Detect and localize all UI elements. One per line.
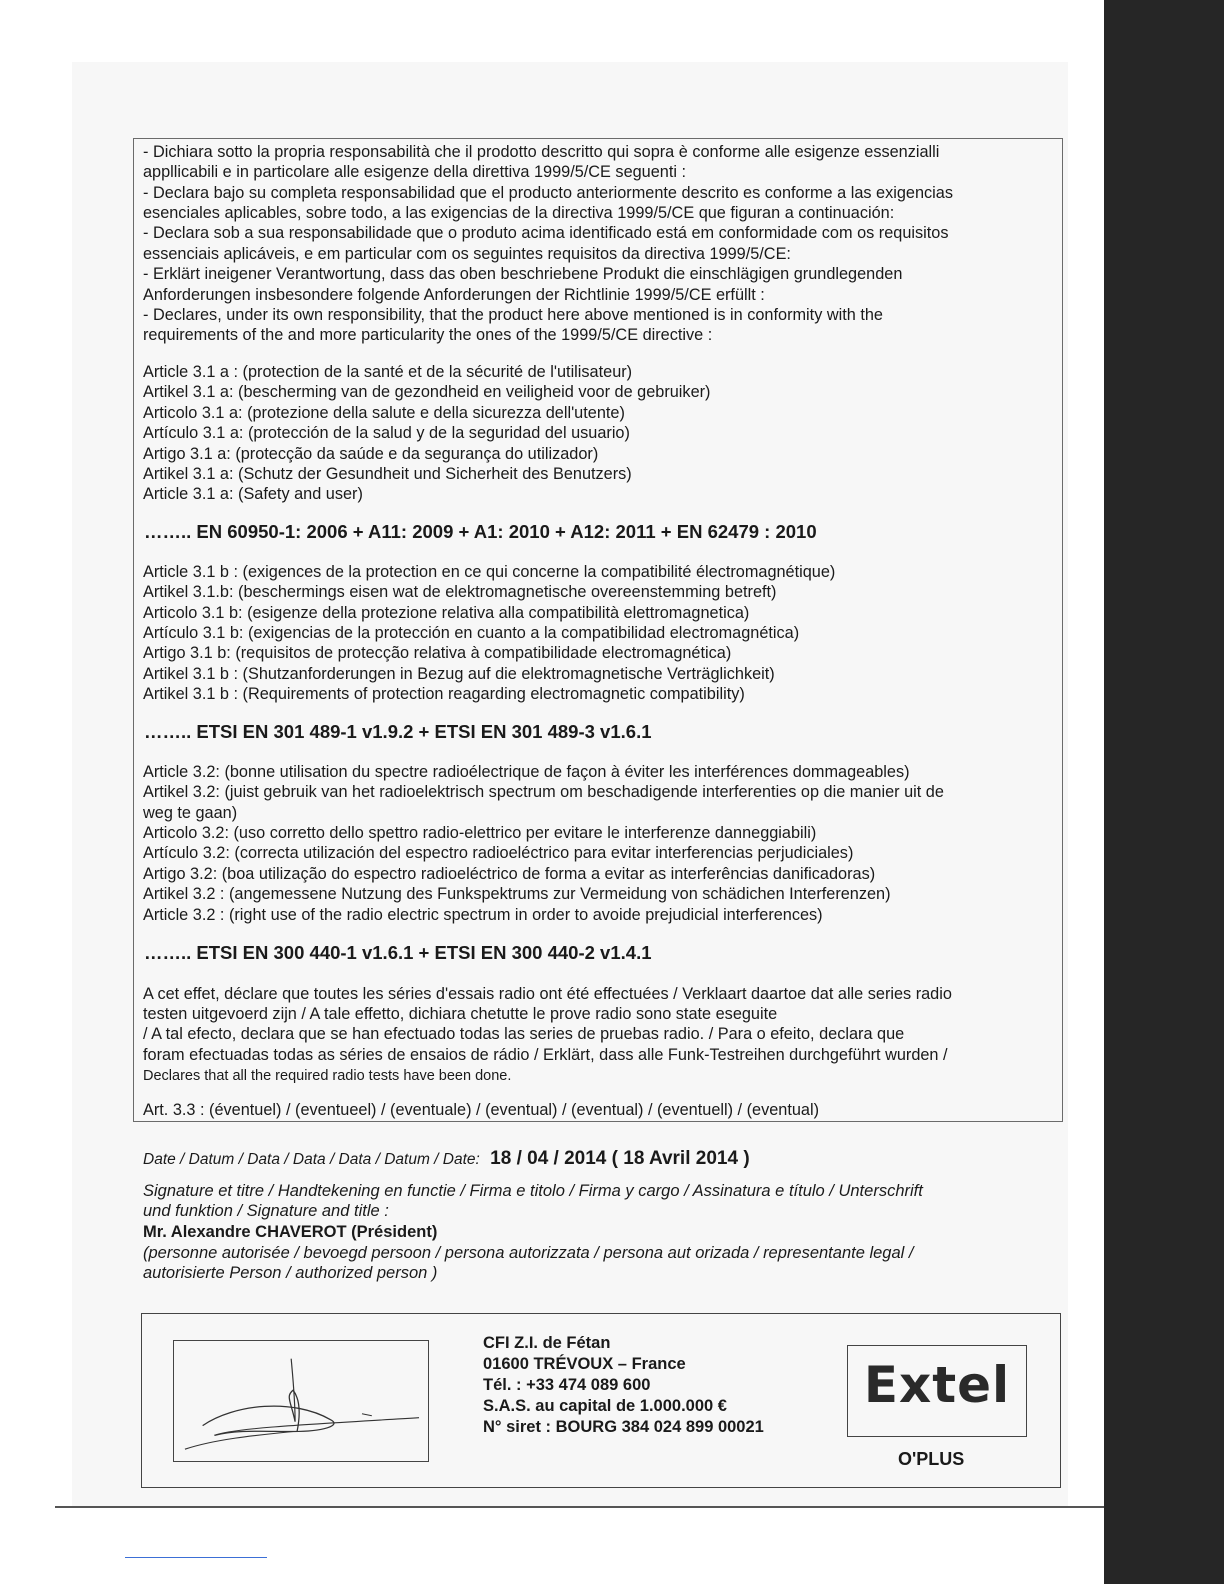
company-line: 01600 TRÉVOUX – France <box>483 1355 686 1373</box>
intro-line: requirements of the and more particularity the ones of the 1999/5/CE directive : <box>143 326 713 344</box>
signature-line: und funktion / Signature and title : <box>143 1202 389 1220</box>
date-row <box>143 1147 750 1172</box>
model-name: O'PLUS <box>898 1449 965 1469</box>
company-line: S.A.S. au capital de 1.000.000 € <box>483 1397 727 1415</box>
article-32-line: Artikel 3.2 : (angemessene Nutzung des Funkspektrums zur Vermeidung von schädichen Interferenzen) <box>143 885 891 903</box>
effect-line: A cet effet, déclare que toutes les séries d'essais radio ont été effectuées / Verklaart daartoe dat alle series radio <box>143 985 952 1003</box>
art-33-line: Art. 3.3 : (éventuel) / (eventueel) / (eventuale) / (eventual) / (eventual) / (eventuell) / (eventual) <box>143 1101 819 1119</box>
article-31b-line: Articolo 3.1 b: (esigenze della protezione relativa alla compatibilità elettromagnetica) <box>143 604 750 622</box>
article-31b-line: Artikel 3.1.b: (beschermings eisen wat de elektromagnetische overeenstemming betreft) <box>143 583 777 601</box>
signature-line: Signature et titre / Handtekening en functie / Firma e titolo / Firma y cargo / Assinatura e título / Unterschrift <box>143 1182 923 1200</box>
signatory-name: Mr. Alexandre CHAVEROT (Président) <box>143 1223 438 1241</box>
extel-logo: Extel <box>863 1356 1011 1414</box>
article-32-line: Article 3.2: (bonne utilisation du spectre radioélectrique de façon à éviter les interférences dommageables) <box>143 763 910 781</box>
authorized-line: autorisierte Person / authorized person ) <box>143 1264 438 1282</box>
company-line: Tél. : +33 474 089 600 <box>483 1376 651 1394</box>
article-31a-line: Articolo 3.1 a: (protezione della salute e della sicurezza dell'utente) <box>143 404 625 422</box>
company-line: N° siret : BOURG 384 024 899 00021 <box>483 1418 764 1436</box>
article-32-line: Artigo 3.2: (boa utilização do espectro radioeléctrico de forma a evitar as interferências danificadoras) <box>143 865 876 883</box>
intro-line: - Declara bajo su completa responsabilidad que el producto anteriormente descrito es conforme a las exigencias <box>143 184 953 202</box>
intro-line: essenciais aplicáveis, e em particular com os seguintes requisitos da directiva 1999/5/CE: <box>143 245 791 263</box>
intro-line: appllicabili e in particolare alle esigenze della direttiva 1999/5/CE seguenti : <box>143 163 687 181</box>
article-31a-line: Artikel 3.1 a: (Schutz der Gesundheit und Sicherheit des Benutzers) <box>143 465 632 483</box>
article-31b-line: Artikel 3.1 b : (Requirements of protection reagarding electromagnetic compatibility) <box>143 685 745 703</box>
company-line: CFI Z.I. de Fétan <box>483 1334 611 1352</box>
article-31b-line: Article 3.1 b : (exigences de la protection en ce qui concerne la compatibilité électromagnétique) <box>143 563 836 581</box>
article-31b-line: Artikel 3.1 b : (Shutzanforderungen in Bezug auf die elektromagnetische Verträglichkeit) <box>143 665 775 683</box>
effect-small-line: Declares that all the required radio tests have been done. <box>143 1068 512 1084</box>
article-31a-line: Artigo 3.1 a: (protecção da saúde e da segurança do utilizador) <box>143 445 599 463</box>
signature-box <box>173 1340 429 1462</box>
bottom-link-underline <box>125 1557 267 1558</box>
article-31a-line: Article 3.1 a: (Safety and user) <box>143 485 363 503</box>
article-31a-line: Artikel 3.1 a: (bescherming van de gezondheid en veiligheid voor de gebruiker) <box>143 383 711 401</box>
article-31a-line: Artículo 3.1 a: (protección de la salud y de la seguridad del usuario) <box>143 424 630 442</box>
intro-line: - Declara sob a sua responsabilidade que o produto acima identificado está em conformidade com os requisitos <box>143 224 949 242</box>
article-31a-line: Article 3.1 a : (protection de la santé et de la sécurité de l'utilisateur) <box>143 363 633 381</box>
article-31b-line: Artículo 3.1 b: (exigencias de la protección en cuanto a la compatibilidad electromagnética) <box>143 624 800 642</box>
bottom-divider <box>55 1506 1104 1508</box>
article-32-line: Artikel 3.2: (juist gebruik van het radioelektrisch spectrum om beschadigende interferenties op die manier uit de <box>143 783 944 801</box>
logo-box <box>847 1345 1027 1437</box>
article-31b-line: Artigo 3.1 b: (requisitos de protecção relativa à compatibilidade electromagnética) <box>143 644 732 662</box>
article-32-line: weg te gaan) <box>143 804 238 822</box>
standard-31a: …….. EN 60950-1: 2006 + A11: 2009 + A1: 2010 + A12: 2011 + EN 62479 : 2010 <box>144 521 817 542</box>
intro-line: Anforderungen insbesondere folgende Anforderungen der Richtlinie 1999/5/CE erfüllt : <box>143 286 765 304</box>
standard-32: …….. ETSI EN 300 440-1 v1.6.1 + ETSI EN 300 440-2 v1.4.1 <box>144 942 652 963</box>
date-value: 18 / 04 / 2014 ( 18 Avril 2014 ) <box>490 1148 750 1169</box>
effect-line: testen uitgevoerd zijn / A tale effetto, dichiara chetutte le prove radio sono state eseguite <box>143 1005 778 1023</box>
article-32-line: Artículo 3.2: (correcta utilización del espectro radioeléctrico para evitar interferencias perjudiciales) <box>143 844 854 862</box>
intro-line: - Declares, under its own responsibility, that the product here above mentioned is in conformity with the <box>143 306 883 324</box>
intro-line: - Erklärt ineigener Verantwortung, dass das oben beschriebene Produkt die einschlägigen grundlegenden <box>143 265 903 283</box>
authorized-line: (personne autorisée / bevoegd persoon / persona autorizzata / persona aut orizada / representante legal / <box>143 1244 914 1262</box>
handwritten-signature <box>174 1341 428 1461</box>
company-info <box>483 1333 764 1438</box>
right-dark-bar <box>1104 0 1224 1584</box>
effect-line: / A tal efecto, declara que se han efectuado todas las series de pruebas radio. / Para o efeito, declara que <box>143 1025 905 1043</box>
intro-line: esenciales aplicables, sobre todo, a las exigencias de la directiva 1999/5/CE que figuran a continuación: <box>143 204 895 222</box>
article-32-line: Article 3.2 : (right use of the radio electric spectrum in order to avoide prejudicial interferences) <box>143 906 823 924</box>
intro-line: - Dichiara sotto la propria responsabilità che il prodotto descritto qui sopra è conforme alle esigenze essenzialli <box>143 143 940 161</box>
effect-line: foram efectuadas todas as séries de ensaios de rádio / Erklärt, dass alle Funk-Testreihen durchgeführt wurden / <box>143 1046 948 1064</box>
date-label: Date / Datum / Data / Data / Data / Datum / Date: <box>143 1151 480 1168</box>
standard-31b: …….. ETSI EN 301 489-1 v1.9.2 + ETSI EN 301 489-3 v1.6.1 <box>144 721 652 742</box>
article-32-line: Articolo 3.2: (uso corretto dello spettro radio-elettrico per evitare le interferenze danneggiabili) <box>143 824 817 842</box>
